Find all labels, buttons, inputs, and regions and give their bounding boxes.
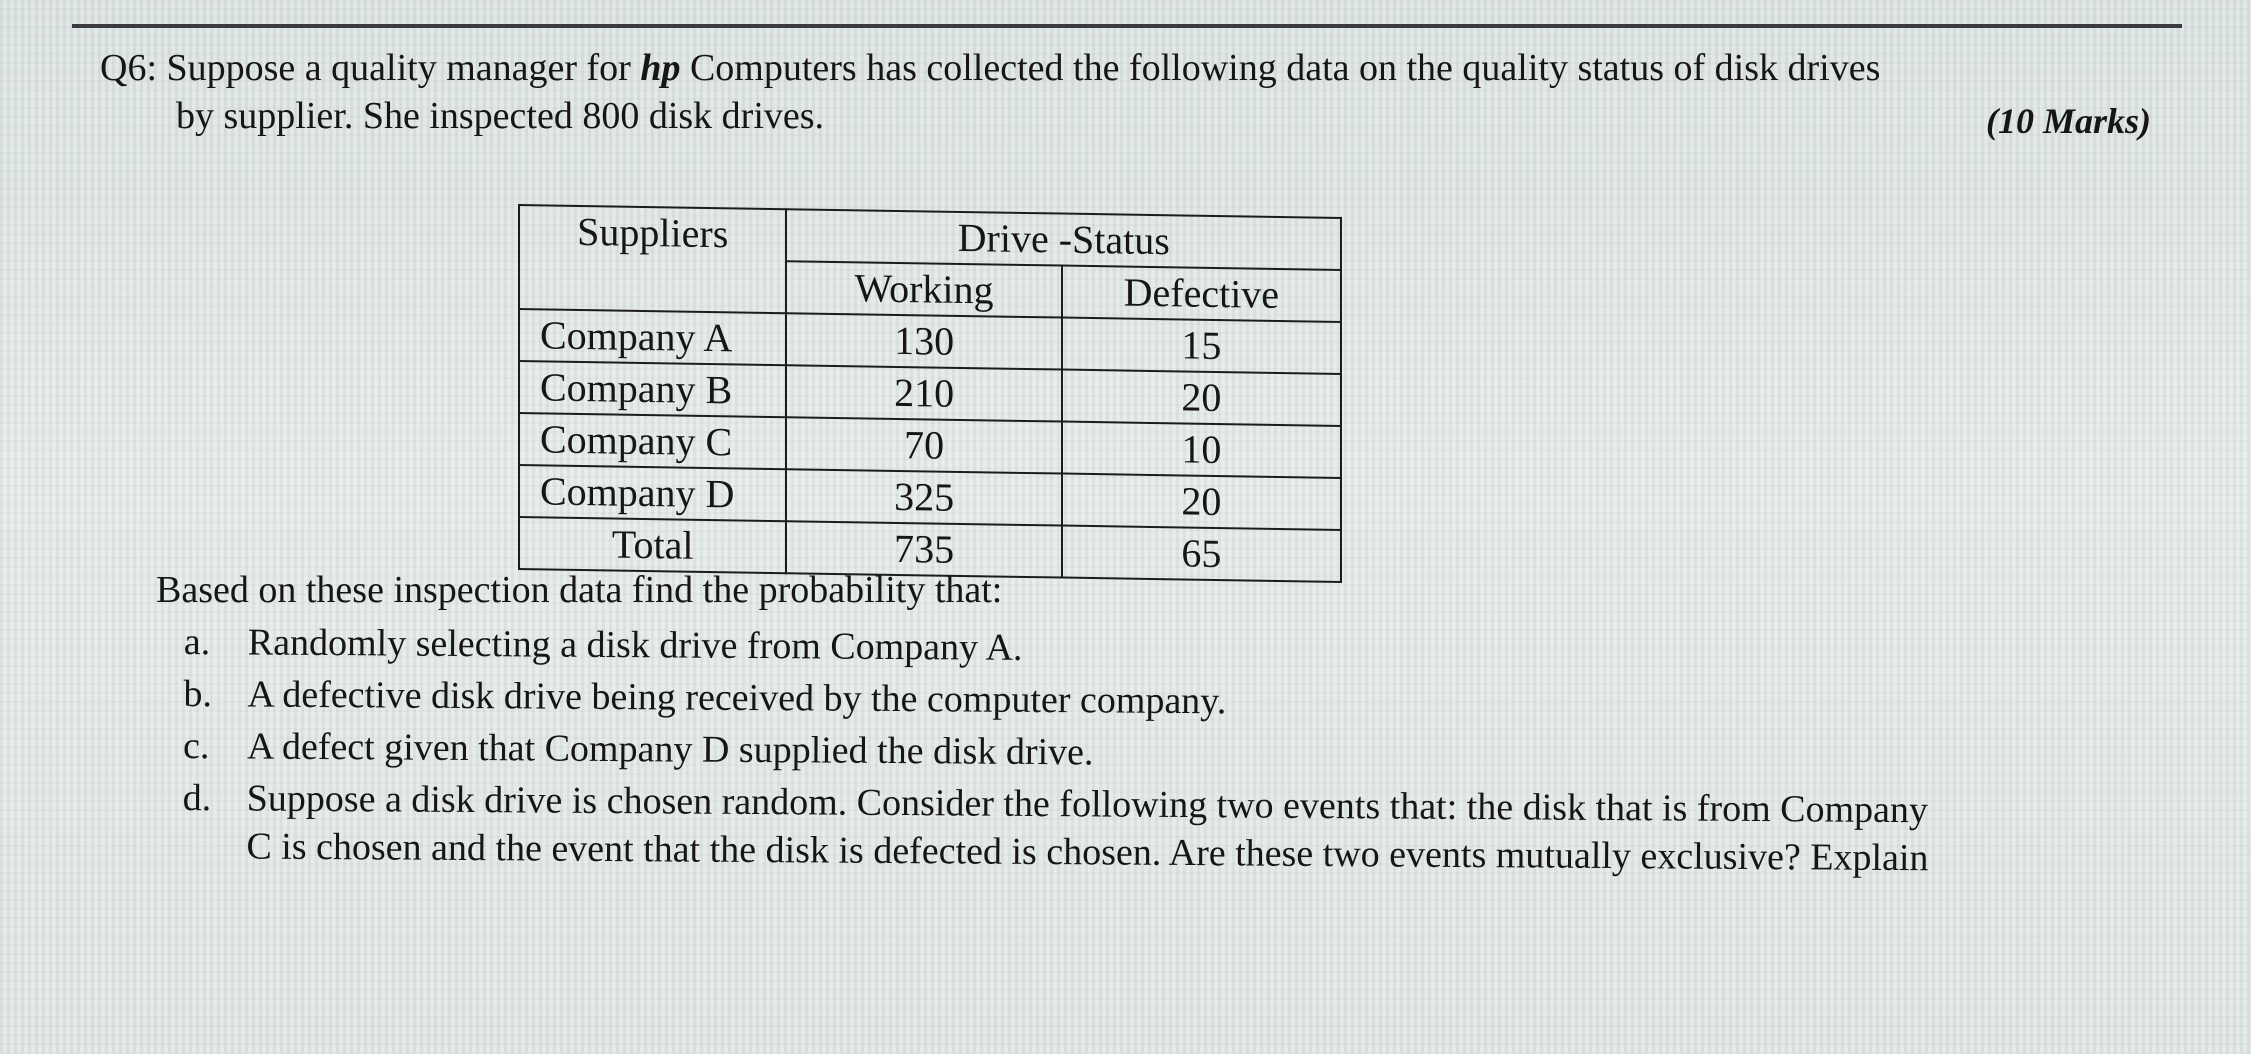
question-line-2: by supplier. She inspected 800 disk drives. — [176, 95, 825, 137]
supplier-cell: Company A — [519, 309, 786, 365]
total-defective-cell: 65 — [1062, 526, 1341, 582]
item-marker: b. — [183, 673, 213, 716]
list-item — [179, 670, 2179, 732]
header-suppliers: Suppliers — [519, 205, 786, 313]
question-text-before-brand: Suppose a quality manager for — [166, 47, 631, 89]
list-item — [178, 774, 2179, 884]
item-text: Randomly selecting a disk drive from Company A. — [247, 621, 1023, 669]
item-text: A defect given that Company D supplied the disk drive. — [246, 725, 1094, 774]
total-working-cell: 735 — [786, 521, 1061, 577]
working-cell: 130 — [786, 313, 1061, 369]
item-marker: c. — [182, 725, 210, 768]
defective-cell: 20 — [1062, 474, 1341, 530]
header-drive-status: Drive -Status — [786, 209, 1341, 270]
total-label-cell: Total — [519, 517, 786, 573]
supplier-cell: Company D — [519, 465, 786, 521]
marks-label: (10 Marks) — [1986, 101, 2152, 141]
working-cell: 210 — [786, 365, 1061, 421]
defective-cell: 15 — [1062, 318, 1341, 374]
list-item — [180, 618, 2180, 680]
item-text: A defective disk drive being received by the computer company. — [247, 673, 1227, 723]
brand-name: hp — [640, 47, 681, 89]
instructions-intro: Based on these inspection data find the probability that: — [156, 569, 1003, 611]
header-defective: Defective — [1062, 266, 1341, 322]
defective-cell: 10 — [1062, 422, 1341, 478]
item-text-continued: C is chosen and the event that the disk is defected is chosen. Are these two events mutually exclusive? Explain — [246, 825, 1929, 880]
question-items — [178, 618, 2180, 888]
table-header-row — [519, 205, 1341, 270]
supplier-cell: Company C — [519, 413, 786, 469]
item-marker: a. — [183, 621, 211, 664]
item-text: Suppose a disk drive is chosen random. Consider the following two events that: the disk that is from Company — [246, 777, 1929, 832]
question-line-1 — [100, 44, 2180, 92]
question-text-after-brand: Computers has collected the following data on the quality status of disk drives — [689, 47, 1881, 89]
working-cell: 70 — [786, 417, 1061, 473]
disk-drive-table — [518, 204, 1342, 583]
header-working: Working — [786, 261, 1061, 317]
working-cell: 325 — [786, 469, 1061, 525]
supplier-cell: Company B — [519, 361, 786, 417]
item-marker: d. — [182, 777, 212, 820]
question-number: Q6: — [100, 47, 157, 89]
question-text — [100, 44, 2180, 140]
list-item — [179, 722, 2179, 784]
top-rule — [72, 24, 2182, 28]
defective-cell: 20 — [1062, 370, 1341, 426]
